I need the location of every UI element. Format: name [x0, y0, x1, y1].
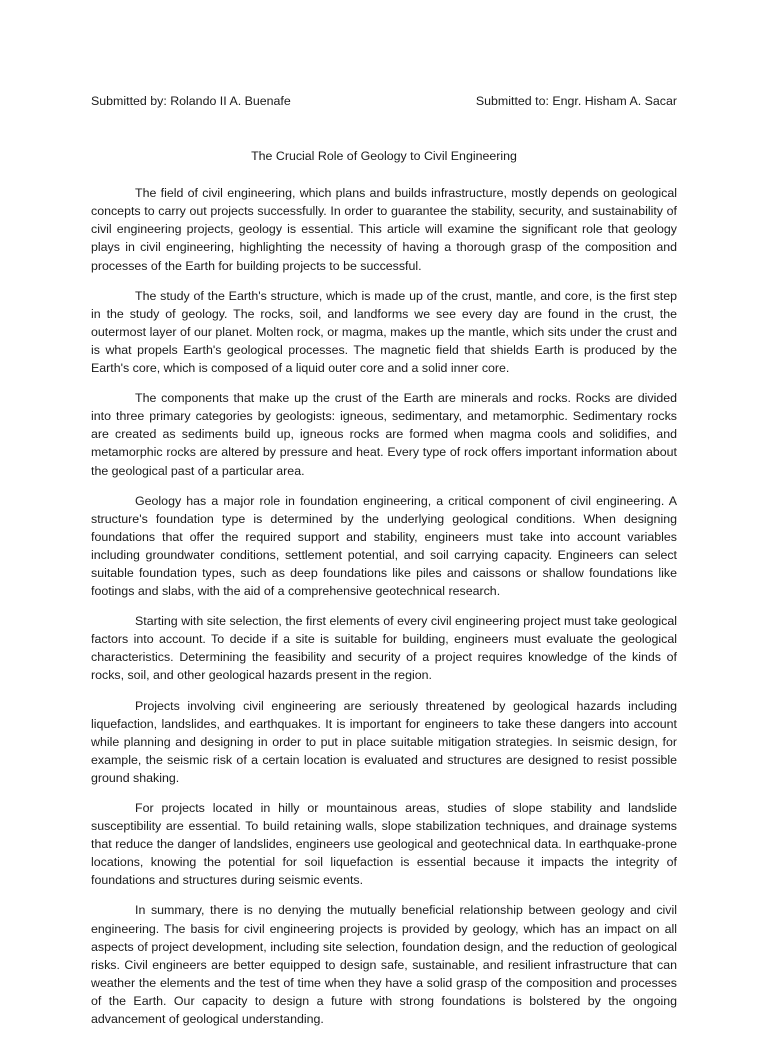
- paragraph-earth-structure: The study of the Earth's structure, which is made up of the crust, mantle, and core, is the first step in the study of geology. The rocks, soil, and landforms we see every day are found in the crust, the outermost layer of our planet. Molten rock, or magma, makes up the mantle, which sits under the crust and is what propels Earth's geological processes. The magnetic field that shields Earth is produced by the Earth's core, which is composed of a liquid outer core and a solid inner core.: [91, 288, 677, 376]
- paragraph-summary: In summary, there is no denying the mutually beneficial relationship between geology and civil engineering. The basis for civil engineering projects is provided by geology, which has an impact on all aspects of project development, including site selection, foundation design, and the reduction of geological risks. Civil engineers are better equipped to design safe, sustainable, and resilient infrastructure that can weather the elements and the test of time when they have a solid grasp of the composition and processes of the Earth. Our capacity to design a future with strong foundations is bolstered by the ongoing advancement of geological understanding.: [91, 903, 677, 1027]
- paragraph-hazards: Projects involving civil engineering are seriously threatened by geological hazards including liquefaction, landslides, and earthquakes. It is important for engineers to take these dangers into account while planning and designing in order to put in place suitable mitigation strategies. In seismic design, for example, the seismic risk of a certain location is evaluated and structures are designed to resist possible ground shaking.: [91, 698, 677, 785]
- submitted-to: Submitted to: Engr. Hisham A. Sacar: [475, 94, 677, 108]
- paragraph-intro: The field of civil engineering, which plans and builds infrastructure, mostly depends on geological concepts to carry out projects successfully. In order to guarantee the stability, security, and sustainability of civil engineering projects, geology is essential. This article will examine the significant role that geology plays in civil engineering, highlighting the necessity of having a thorough grasp of the composition and processes of the Earth for building projects to be successful.: [91, 186, 677, 273]
- submission-header: [91, 92, 677, 110]
- document-title: The Crucial Role of Geology to Civil Engineering: [251, 149, 517, 164]
- submitted-by: Submitted by: Rolando II A. Buenafe: [91, 94, 291, 108]
- paragraph-rocks: The components that make up the crust of the Earth are minerals and rocks. Rocks are divided into three primary categories by geologists: igneous, sedimentary, and metamorphic. Sedimentary rocks are created as sediments build up, igneous rocks are formed when magma cools and solidifies, and metamorphic rocks are altered by pressure and heat. Every type of rock offers important information about the geological past of a particular area.: [91, 391, 677, 478]
- paragraph-slope-stability: For projects located in hilly or mountainous areas, studies of slope stability and landslide susceptibility are essential. To build retaining walls, slope stabilization techniques, and drainage systems that reduce the danger of landslides, engineers use geological and geotechnical data. In earthquake-prone locations, knowing the potential for soil liquefaction is essential because it impacts the integrity of foundations and structures during seismic events.: [91, 801, 677, 888]
- paragraph-foundation: Geology has a major role in foundation engineering, a critical component of civil engineering. A structure's foundation type is determined by the underlying geological conditions. When designing foundations that offer the required support and stability, engineers must take into account variables including groundwater conditions, settlement potential, and soil carrying capacity. Engineers can select suitable foundation types, such as deep foundations like piles and caissons or shallow foundations like footings and slabs, with the aid of a comprehensive geotechnical research.: [91, 493, 677, 599]
- paragraph-site-selection: Starting with site selection, the first elements of every civil engineering project must take geological factors into account. To decide if a site is suitable for building, engineers must evaluate the geological characteristics. Determining the feasibility and security of a project requires knowledge of the kinds of rocks, soil, and other geological hazards present in the region.: [91, 614, 677, 683]
- document-page: [91, 92, 677, 1040]
